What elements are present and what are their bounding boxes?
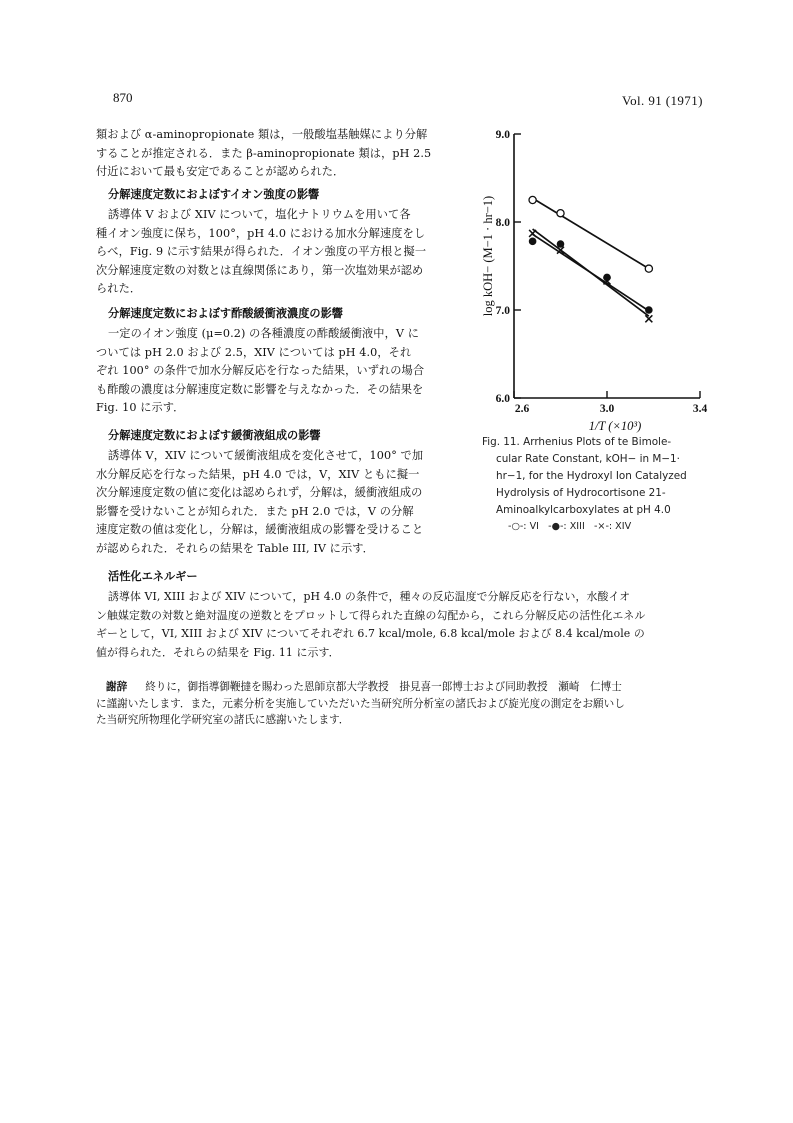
intro-paragraph — [96, 126, 431, 182]
y-tick-label: 9.0 — [495, 129, 510, 141]
text-line: らべ，Fig. 9 に示す結果が得られた．イオン強度の平方根と擬一 — [96, 245, 427, 259]
data-point-xiii — [645, 306, 653, 314]
x-tick-label: 3.0 — [599, 403, 615, 415]
journal-volume: Vol. 91 (1971) — [622, 93, 703, 108]
figure-caption — [482, 434, 687, 519]
arrhenius-plot — [472, 120, 722, 440]
section-heading-activation-energy: 活性化エネルギー — [108, 570, 198, 583]
text-line: ギーとして，VI, XIII および XIV についてそれぞれ 6.7 kcal/mole, 6.8 kcal/mole および 8.4 kcal/mole の — [96, 627, 645, 641]
fit-line-xiv — [533, 229, 649, 316]
caption-line: hr−1, for the Hydroxyl Ion Catalyzed — [496, 470, 687, 482]
data-point-xiii — [529, 238, 537, 246]
data-point-vi — [645, 265, 652, 272]
x-axis-title: 1/T (×10³) — [588, 419, 642, 433]
text-line: ぞれ 100° の条件で加水分解反応を行なった結果，いずれの場合 — [96, 364, 425, 378]
acknowledgment — [96, 679, 625, 729]
y-axis-title: log kOH− (M−1 · hr−1) — [481, 195, 495, 317]
caption-line: Aminoalkylcarboxylates at pH 4.0 — [496, 504, 671, 516]
chart-fit-lines — [533, 198, 649, 316]
data-point-xiv — [529, 230, 536, 237]
text-line: することが推定される．また β-aminopropionate 類は，pH 2.5 — [96, 146, 432, 160]
x-tick-label: 3.4 — [692, 403, 708, 415]
text-line: 水分解反応を行なった結果，pH 4.0 では，V，XIV ともに擬一 — [96, 467, 420, 481]
text-line: 影響を受けないことが知られた．また pH 2.0 では，V の分解 — [96, 504, 414, 518]
text-line: 一定のイオン強度 (μ=0.2) の各種濃度の酢酸緩衝液中，V に — [108, 327, 420, 340]
chart-tick-labels — [481, 129, 707, 433]
section-heading-ionic-strength: 分解速度定数におよぼすイオン強度の影響 — [108, 188, 320, 201]
text-line: 速度定数の値は変化し，分解は，緩衝液組成の影響を受けること — [96, 523, 424, 537]
text-line: 値が得られた．それらの結果を Fig. 11 に示す． — [96, 645, 340, 659]
caption-line: Hydrolysis of Hydrocortisone 21- — [496, 487, 666, 499]
figure-legend — [508, 521, 631, 532]
legend-entry-xiv: -×-: XIV — [593, 521, 632, 532]
y-tick-label: 8.0 — [495, 217, 510, 229]
data-point-vi — [557, 210, 564, 217]
section-ionic-strength-body — [96, 206, 426, 299]
text-line: 誘導体 V，XIV について緩衝液組成を変化させて，100° で加 — [108, 449, 424, 462]
section-activation-energy-body — [96, 588, 645, 662]
section-heading-buffer-composition: 分解速度定数におよぼす緩衝液組成の影響 — [108, 429, 321, 442]
caption-line: Fig. 11. Arrhenius Plots of te Bimole- — [482, 436, 672, 448]
text-line: 付近において最も安定であることが認められた． — [96, 165, 345, 179]
section-acetate-buffer-body — [96, 325, 424, 418]
legend-entry-vi: -○-: VI — [508, 521, 539, 532]
text-line: 終りに，御指導御鞭撻を賜わった恩師京都大学教授 掛見喜一郎博士および同助教授 瀬崎 仁博士 — [145, 681, 622, 693]
text-line: られた． — [96, 282, 142, 296]
x-tick-label: 2.6 — [514, 403, 530, 415]
text-line: 誘導体 V および XIV について，塩化ナトリウムを用いて各 — [108, 208, 411, 221]
text-line: が認められた．それらの結果を Table III, IV に示す． — [96, 541, 374, 555]
text-line: 誘導体 VI, XIII および XIV について，pH 4.0 の条件で，種々の反応温度で分解反応を行ない，水酸イオ — [108, 590, 631, 603]
fit-line-vi — [533, 198, 649, 268]
legend-entry-xiii: -●-: XIII — [548, 521, 585, 532]
section-heading-acetate-buffer: 分解速度定数におよぼす酢酸緩衝液濃度の影響 — [108, 307, 343, 320]
text-line: ン触媒定数の対数と絶対温度の逆数とをプロットして得られた直線の勾配から，これら分解反応の活性化エネル — [96, 608, 646, 622]
section-buffer-composition-body — [96, 447, 423, 559]
text-line: 類および α-aminopropionate 類は，一般酸塩基触媒により分解 — [96, 128, 428, 141]
text-line: た当研究所物理化学研究室の諸氏に感謝いたします． — [96, 714, 350, 727]
text-line: Fig. 10 に示す． — [96, 401, 185, 415]
text-line: 次分解速度定数の対数とは直線関係にあり，第一次塩効果が認め — [96, 263, 424, 277]
text-line: ついては pH 2.0 および 2.5，XIV については pH 4.0，それ — [96, 345, 412, 359]
chart-axes — [514, 134, 700, 398]
text-line: 次分解速度定数の値に変化は認められず，分解は，緩衝液組成の — [96, 486, 423, 500]
page-number: 870 — [113, 90, 133, 105]
y-tick-label: 6.0 — [495, 393, 510, 405]
text-line: に謹謝いたします．また，元素分析を実施していただいた当研究所分析室の諸氏および旋光度の測定をお願いし — [96, 697, 625, 710]
data-point-vi — [529, 196, 536, 203]
text-line: も酢酸の濃度は分解速度定数に影響を与えなかった．その結果を — [96, 382, 424, 396]
y-tick-label: 7.0 — [495, 305, 510, 317]
acknowledgment-label: 謝辞 — [106, 681, 128, 693]
caption-line: cular Rate Constant, kOH− in M−1· — [496, 453, 680, 465]
data-point-xiv — [645, 315, 652, 322]
text-line: 種イオン強度に保ち，100°，pH 4.0 における加水分解速度をし — [96, 226, 426, 240]
